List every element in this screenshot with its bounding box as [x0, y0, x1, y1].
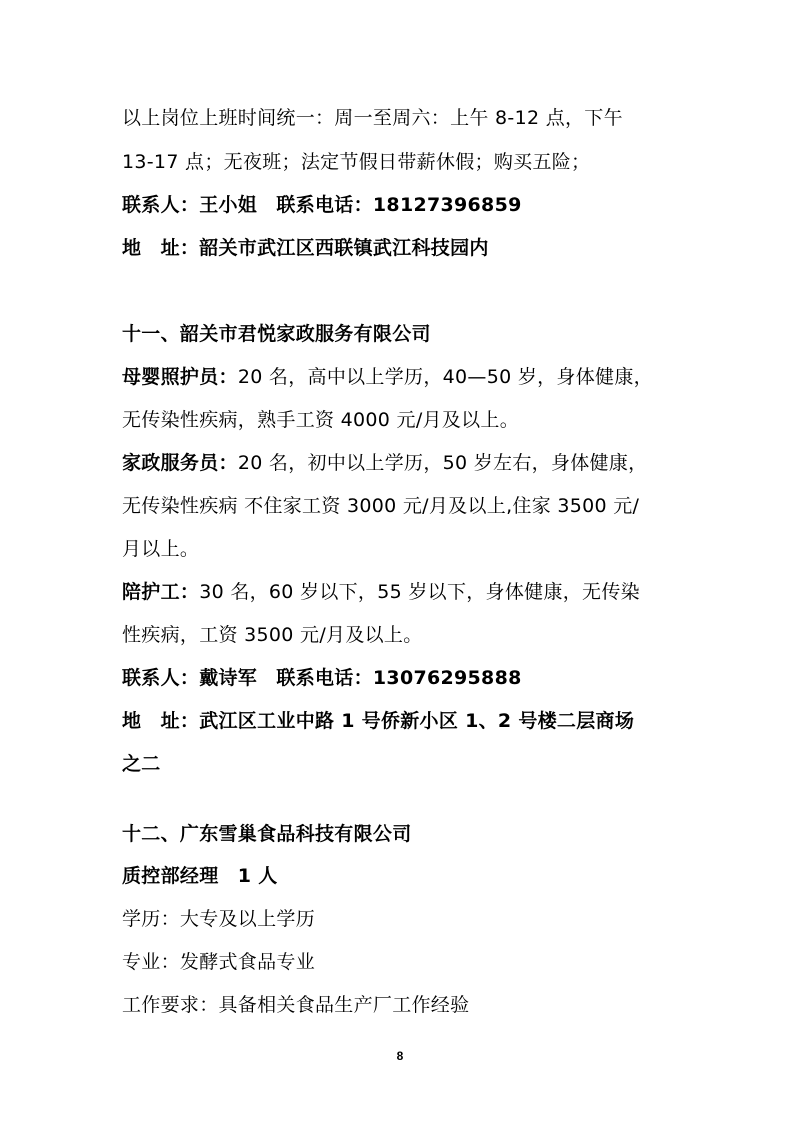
job-3-text: 30 名，60 岁以下，55 岁以下，身体健康，无传染: [199, 581, 640, 603]
job-1-line-2: 无传染性疾病，熟手工资 4000 元/月及以上。: [122, 409, 520, 431]
job-3-label: 陪护工：: [122, 581, 200, 603]
address-line: 地 址：韶关市武江区西联镇武江科技园内: [122, 237, 489, 259]
work-hours-line-2: 13-17 点；无夜班；法定节假日带薪休假；购买五险；: [122, 151, 591, 173]
job-2-label: 家政服务员：: [122, 452, 238, 474]
job-2-line-2: 无传染性疾病 不住家工资 3000 元/月及以上,住家 3500 元/: [122, 495, 640, 517]
job-3-line-2: 性疾病，工资 3500 元/月及以上。: [122, 624, 423, 646]
company-11-title: 十一、韶关市君悦家政服务有限公司: [122, 323, 431, 345]
contact-line: 联系人：王小姐 联系电话：18127396859: [122, 194, 522, 216]
company-12-major: 专业：发酵式食品专业: [122, 951, 316, 973]
job-2-line-3: 月以上。: [122, 538, 200, 560]
job-2-line-1: [122, 451, 682, 475]
company-12-requirement: 工作要求：具备相关食品生产厂工作经验: [122, 994, 470, 1016]
company-12-education: 学历：大专及以上学历: [122, 908, 316, 930]
page-number: 8: [396, 1049, 404, 1063]
company-12-position: 质控部经理 1 人: [122, 865, 278, 887]
job-1-line-1: [122, 365, 682, 389]
company-11-address-line-1: 地 址：武江区工业中路 1 号侨新小区 1、2 号楼二层商场: [122, 710, 635, 732]
company-12-title: 十二、广东雪巢食品科技有限公司: [122, 823, 412, 845]
job-2-text: 20 名，初中以上学历，50 岁左右，身体健康，: [237, 452, 648, 474]
company-11-contact: 联系人：戴诗军 联系电话：13076295888: [122, 667, 522, 689]
work-hours-line-1: 以上岗位上班时间统一：周一至周六：上午 8-12 点，下午: [122, 107, 623, 129]
job-1-label: 母婴照护员：: [122, 366, 238, 388]
company-11-address-line-2: 之二: [122, 753, 161, 775]
job-3-line-1: [122, 580, 682, 604]
job-1-text: 20 名，高中以上学历，40—50 岁，身体健康，: [237, 366, 653, 388]
